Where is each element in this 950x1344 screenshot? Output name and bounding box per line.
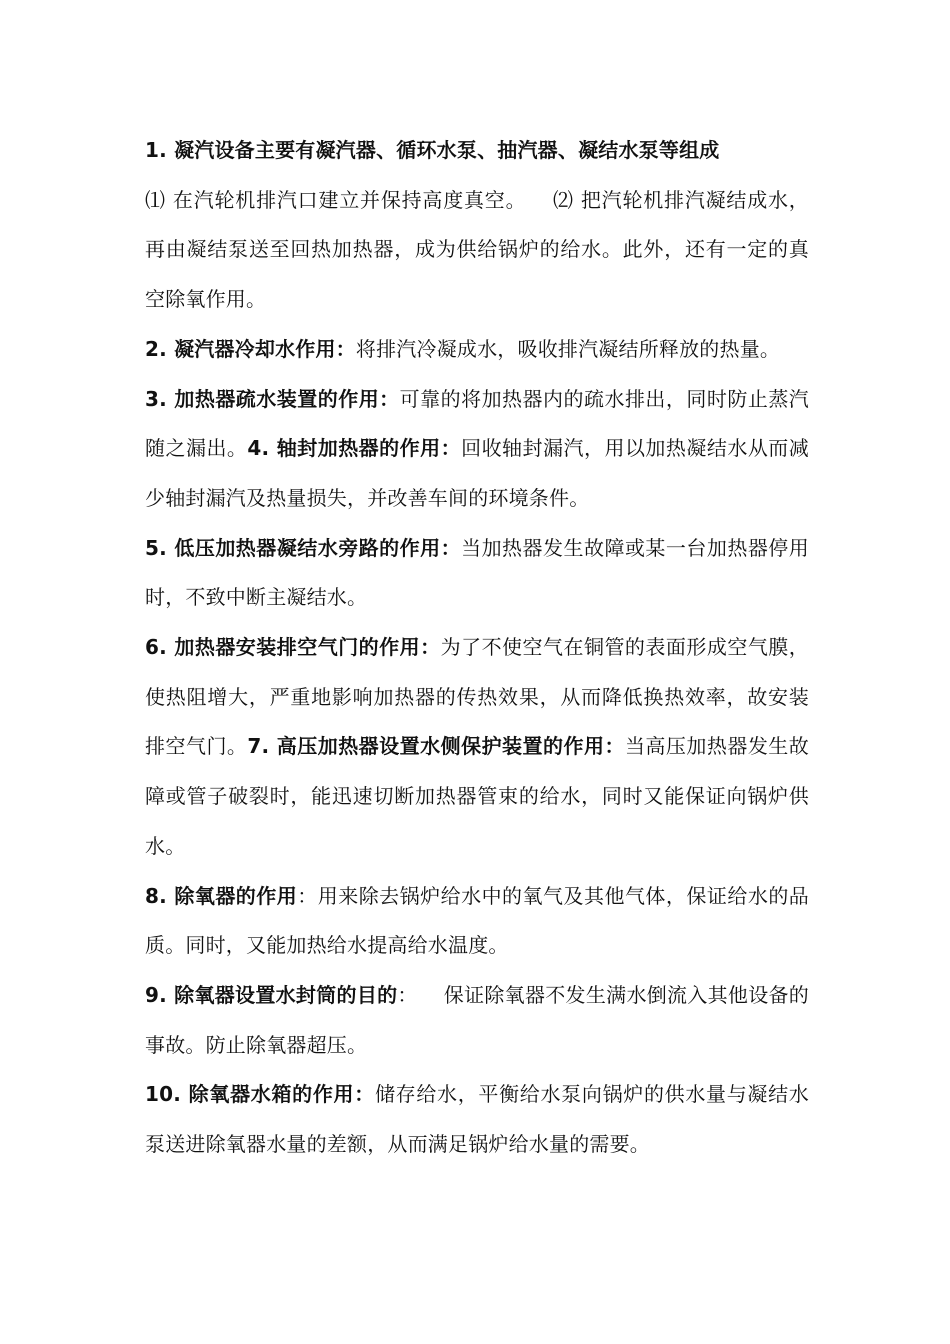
paragraph-5 [145, 524, 809, 623]
paragraph-1 [145, 126, 809, 325]
body-6: 为了不使空气在铜管的表面形成空气膜，使热阻增大，严重地影响加热器的传热效果，从而降低换热效率，故安装排空气门。 [145, 635, 809, 759]
heading-10: 10. 除氧器水箱的作用： [145, 1082, 375, 1107]
heading-7: 7. 高压加热器设置水侧保护装置的作用： [247, 734, 625, 759]
body-3: 可靠的将加热器内的疏水排出，同时防止蒸汽随之漏出。 [145, 386, 809, 461]
body-5: 当加热器发生故障或某一台加热器停用时，不致中断主凝结水。 [145, 535, 809, 610]
heading-6: 6. 加热器安装排空气门的作用： [145, 635, 441, 660]
body-1a: ⑴ 在汽轮机排汽口建立并保持高度真空。 [145, 187, 527, 212]
body-7: 当高压加热器发生故障或管子破裂时，能迅速切断加热器管束的给水，同时又能保证向锅炉供水。 [145, 734, 809, 858]
body-9-colon: ： [397, 982, 418, 1007]
body-9: 保证除氧器不发生满水倒流入其他设备的事故。防止除氧器超压。 [145, 982, 809, 1057]
document-page [145, 126, 809, 1170]
body-1b: ⑵ 把汽轮机排汽凝结成水，再由凝结泵送至回热加热器，成为供给锅炉的给水。此外，还有一定的真空除氧作用。 [145, 187, 809, 312]
paragraph-10 [145, 1070, 809, 1169]
body-10: 储存给水，平衡给水泵向锅炉的供水量与凝结水泵送进除氧器水量的差额，从而满足锅炉给水量的需要。 [145, 1082, 810, 1157]
heading-2: 2. 凝汽器冷却水作用： [145, 336, 356, 361]
heading-4: 4. 轴封加热器的作用： [247, 436, 462, 461]
heading-9: 9. 除氧器设置水封筒的目的 [145, 982, 398, 1007]
body-4: 回收轴封漏汽，用以加热凝结水从而减少轴封漏汽及热量损失，并改善车间的环境条件。 [145, 436, 809, 510]
paragraph-6 [145, 623, 809, 872]
paragraph-3 [145, 375, 809, 524]
heading-8: 8. 除氧器的作用 [145, 883, 298, 908]
paragraph-8 [145, 872, 809, 971]
paragraph-9 [145, 971, 809, 1070]
paragraph-2 [145, 325, 809, 375]
body-8: ：用来除去锅炉给水中的氧气及其他气体，保证给水的品质。同时，又能加热给水提高给水温度。 [145, 883, 809, 958]
heading-5: 5. 低压加热器凝结水旁路的作用： [145, 535, 462, 560]
heading-1: 1. 凝汽设备主要有凝汽器、循环水泵、抽汽器、凝结水泵等组成 [145, 138, 720, 162]
body-2: 将排汽冷凝成水，吸收排汽凝结所释放的热量。 [355, 336, 781, 361]
heading-3: 3. 加热器疏水装置的作用： [145, 386, 400, 411]
